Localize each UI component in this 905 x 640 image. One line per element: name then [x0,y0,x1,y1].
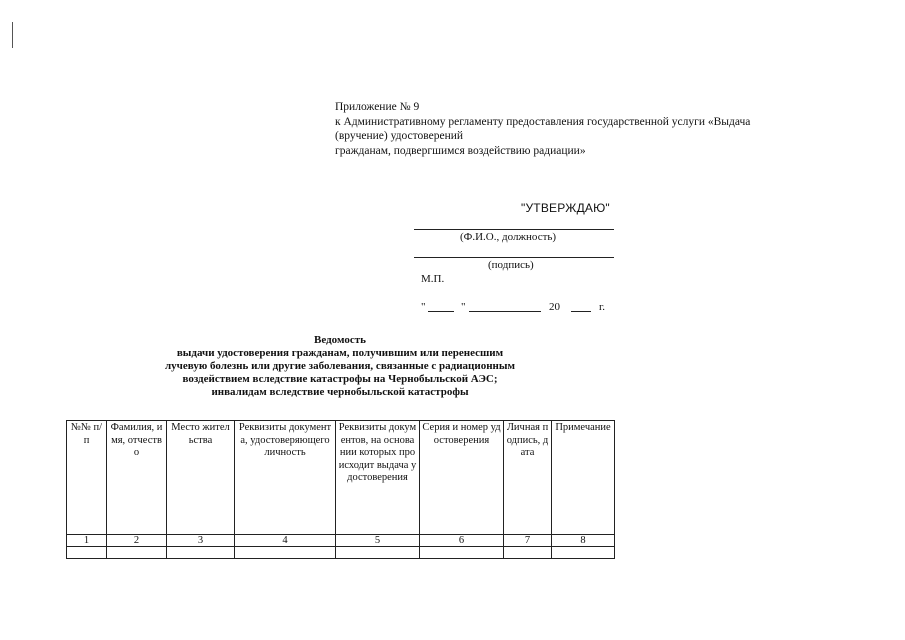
table-number-row [67,535,615,547]
name-position-line [414,229,614,230]
header-cell-note: Примечание [552,421,615,535]
month-blank [469,301,541,315]
signature-line [414,257,614,258]
year-prefix: 20 [549,301,560,313]
approval-title: "УТВЕРЖДАЮ" [521,201,610,215]
date-quote-close: " [461,301,466,313]
scan-edge-mark [12,22,13,48]
year-suffix: г. [599,301,606,313]
name-position-caption: (Ф.И.О., должность) [460,231,557,243]
document-heading [120,334,560,399]
appendix-reference-line-1: к Административному регламенту предоставления государственной услуги «Выдача [335,115,751,128]
table-cell [235,547,336,559]
signature-caption: (подпись) [488,259,534,271]
table-cell [107,547,167,559]
header-cell-id-document: Реквизиты документа, удостоверяющего личность [235,421,336,535]
table-cell [336,547,420,559]
table-cell [552,547,615,559]
heading-line-3: лучевую болезнь или другие заболевания, связанные с радиационным [165,360,515,372]
register-table [66,420,615,559]
column-number: 7 [504,535,552,547]
heading-line-4: воздействием вследствие катастрофы на Чернобыльской АЭС; [182,373,498,385]
appendix-reference-line-2: (вручение) удостоверений [335,130,464,142]
column-number: 5 [336,535,420,547]
table-header-row [67,421,615,535]
header-cell-residence: Место жительства [167,421,235,535]
heading-line-5: инвалидам вследствие чернобыльской катастрофы [211,386,469,398]
day-blank [428,301,454,315]
column-number: 1 [67,535,107,547]
heading-line-2: выдачи удостоверения гражданам, получившим или перенесшим [176,347,504,359]
header-cell-signature-date: Личная подпись, дата [504,421,552,535]
year-blank [571,301,591,315]
column-number: 3 [167,535,235,547]
date-quote-open: " [421,301,426,313]
header-cell-certificate-number: Серия и номер удостоверения [420,421,504,535]
appendix-number: Приложение № 9 [335,101,420,113]
appendix-header [335,100,815,158]
table-row [67,547,615,559]
table-cell [167,547,235,559]
header-cell-number: №№ п/п [67,421,107,535]
column-number: 2 [107,535,167,547]
column-number: 8 [552,535,615,547]
table-cell [67,547,107,559]
column-number: 6 [420,535,504,547]
seal-place-label: М.П. [421,273,445,285]
heading-title: Ведомость [314,334,366,346]
header-cell-full-name: Фамилия, имя, отчество [107,421,167,535]
table-cell [504,547,552,559]
appendix-reference-line-3: гражданам, подвергшимся воздействию радиации» [335,144,586,157]
header-cell-basis-documents: Реквизиты документов, на основании которых происходит выдача удостоверения [336,421,420,535]
column-number: 4 [235,535,336,547]
table-cell [420,547,504,559]
